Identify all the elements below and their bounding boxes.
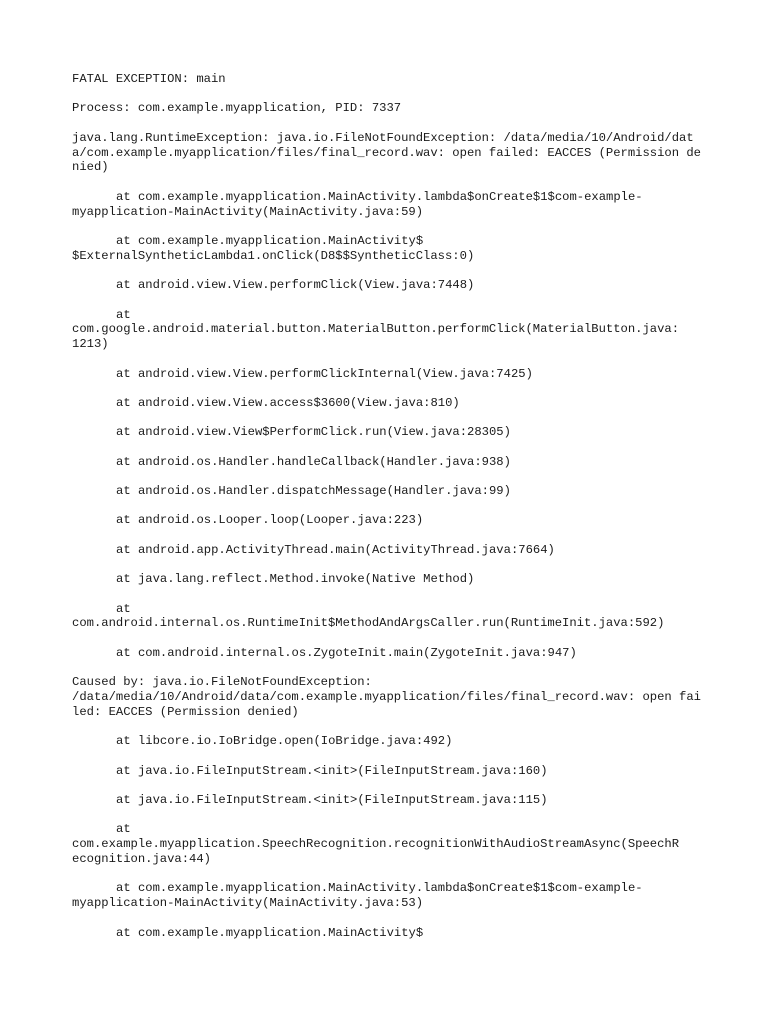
stack-frame: at android.os.Handler.handleCallback(Handler.java:938) bbox=[116, 454, 511, 469]
stack-frame: at com.example.myapplication.SpeechRecognition.recognitionWithAudioStreamAsync(SpeechR ecognition.java:44) bbox=[72, 822, 680, 866]
stack-frame: at android.view.View.performClick(View.java:7448) bbox=[116, 278, 475, 293]
stack-frame: at java.lang.reflect.Method.invoke(Native Method) bbox=[116, 572, 475, 587]
stack-frame: at android.os.Looper.loop(Looper.java:223) bbox=[116, 513, 424, 528]
stack-frame: at com.example.myapplication.MainActivity.lambda$onCreate$1$com-example- myapplication-MainActivity(MainActivity.java:59) bbox=[72, 189, 643, 219]
stack-frame: at com.example.myapplication.MainActivity$ $ExternalSyntheticLambda1.onClick(D8$$SyntheticClass:0) bbox=[72, 233, 475, 263]
process-info: Process: com.example.myapplication, PID: 7337 bbox=[72, 101, 402, 116]
stack-frame: at android.app.ActivityThread.main(ActivityThread.java:7664) bbox=[116, 542, 555, 557]
exception-message: java.lang.RuntimeException: java.io.FileNotFoundException: /data/media/10/Android/data/com.example.myapplication/files/final_record.wav: open failed: EACCES (Permission denied) bbox=[72, 130, 701, 175]
caused-by-message: Caused by: java.io.FileNotFoundException: /data/media/10/Android/data/com.example.myapplication/files/final_record.wav: open failed: EACCES (Permission denied) bbox=[72, 675, 701, 719]
stack-frame: at android.view.View$PerformClick.run(View.java:28305) bbox=[116, 425, 511, 440]
stack-frame: at com.android.internal.os.ZygoteInit.main(ZygoteInit.java:947) bbox=[116, 645, 577, 660]
stack-frame: at java.io.FileInputStream.<init>(FileInputStream.java:115) bbox=[116, 792, 548, 807]
stack-frame: at com.example.myapplication.MainActivity.lambda$onCreate$1$com-example- myapplication-MainActivity(MainActivity.java:53) bbox=[72, 881, 643, 911]
stack-trace-log bbox=[72, 72, 702, 955]
stack-frame: at libcore.io.IoBridge.open(IoBridge.java:492) bbox=[116, 734, 453, 749]
stack-frame: at java.io.FileInputStream.<init>(FileInputStream.java:160) bbox=[116, 763, 548, 778]
fatal-exception-header: FATAL EXCEPTION: main bbox=[72, 72, 226, 86]
stack-frame: at android.view.View.performClickInternal(View.java:7425) bbox=[116, 366, 533, 381]
stack-frame: at android.view.View.access$3600(View.java:810) bbox=[116, 395, 460, 410]
stack-frame: at android.os.Handler.dispatchMessage(Handler.java:99) bbox=[116, 484, 511, 499]
stack-frame: at com.example.myapplication.MainActivity$ bbox=[116, 925, 424, 940]
stack-frame: at com.google.android.material.button.MaterialButton.performClick(MaterialButton.java: 1213) bbox=[72, 307, 680, 352]
stack-frame: at com.android.internal.os.RuntimeInit$MethodAndArgsCaller.run(RuntimeInit.java:592) bbox=[72, 601, 665, 631]
